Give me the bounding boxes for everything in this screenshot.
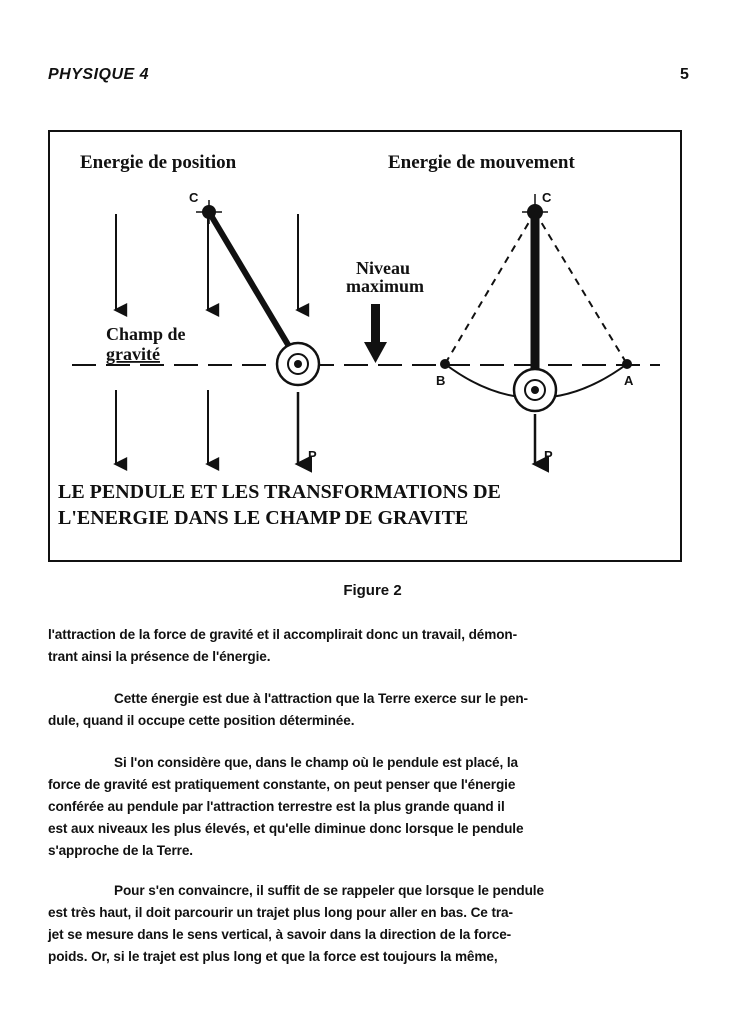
weight-label-left: P xyxy=(308,448,317,463)
text-line: s'approche de la Terre. xyxy=(48,843,193,858)
pivot-label-right: C xyxy=(542,190,552,205)
text-line: l'attraction de la force de gravité et il accomplirait donc un travail, démon- xyxy=(48,627,518,642)
running-header-title: PHYSIQUE 4 xyxy=(48,66,150,83)
label-energie-mouvement: Energie de mouvement xyxy=(388,152,575,173)
bob-center-right xyxy=(531,386,539,394)
point-b-marker xyxy=(440,359,450,369)
figure-frame xyxy=(48,130,682,562)
pivot-label-left: C xyxy=(189,190,199,205)
text-line: poids. Or, si le trajet est plus long et que la force est toujours la même, xyxy=(48,949,498,964)
niveau-label-line2: maximum xyxy=(346,276,424,296)
label-energie-position: Energie de position xyxy=(80,152,237,173)
paragraph xyxy=(48,624,684,668)
champ-label-line1: Champ de xyxy=(106,324,186,344)
text-line: conférée au pendule par l'attraction terrestre est la plus grande quand il xyxy=(48,799,505,814)
pendulum-rod-left xyxy=(209,212,290,348)
text-line: Cette énergie est due à l'attraction que la Terre exerce sur le pen- xyxy=(114,691,528,706)
text-line: est très haut, il doit parcourir un trajet plus long pour aller en bas. Ce tra- xyxy=(48,905,513,920)
point-a-label: A xyxy=(624,373,634,388)
niveau-arrow-shaft xyxy=(371,304,380,344)
dashed-swing-right xyxy=(535,212,627,364)
point-b-label: B xyxy=(436,373,446,388)
figure-caption: Figure 2 xyxy=(343,582,402,599)
text-line: Pour s'en convaincre, il suffit de se rappeler que lorsque le pendule xyxy=(114,883,544,898)
page-number: 5 xyxy=(680,66,689,83)
text-line: est aux niveaux les plus élevés, et qu'elle diminue donc lorsque le pendule xyxy=(48,821,524,836)
text-line: trant ainsi la présence de l'énergie. xyxy=(48,649,271,664)
pendulum-diagram xyxy=(50,132,680,560)
paragraph xyxy=(48,752,684,862)
figure-title-line1: LE PENDULE ET LES TRANSFORMATIONS DE xyxy=(58,481,501,503)
weight-label-right: P xyxy=(544,448,553,463)
text-line: Si l'on considère que, dans le champ où le pendule est placé, la xyxy=(114,755,519,770)
niveau-arrow-head xyxy=(364,342,387,363)
paragraph xyxy=(48,688,684,732)
bob-center-left xyxy=(294,360,302,368)
text-line: dule, quand il occupe cette position déterminée. xyxy=(48,713,355,728)
paragraph xyxy=(48,880,684,968)
text-line: jet se mesure dans le sens vertical, à savoir dans la direction de la force- xyxy=(48,927,512,942)
dashed-swing-left xyxy=(445,212,535,364)
champ-label-line2: gravité xyxy=(106,344,160,364)
point-a-marker xyxy=(622,359,632,369)
niveau-label-line1: Niveau xyxy=(356,258,410,278)
text-line: force de gravité est pratiquement constante, on peut penser que l'énergie xyxy=(48,777,516,792)
figure-title-line2: L'ENERGIE DANS LE CHAMP DE GRAVITE xyxy=(58,507,469,529)
